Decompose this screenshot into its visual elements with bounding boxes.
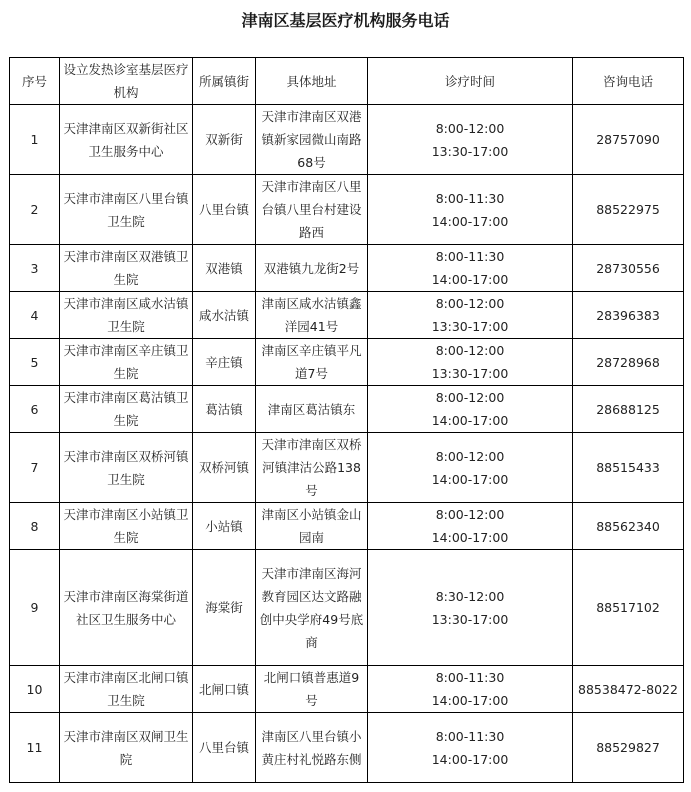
row-hours bbox=[368, 550, 573, 666]
row-phone: 28757090 bbox=[573, 105, 684, 175]
hours-pm: 13:30-17:00 bbox=[431, 611, 509, 627]
table-header-row bbox=[10, 58, 684, 105]
hours-pm: 14:00-17:00 bbox=[431, 213, 509, 229]
row-hours bbox=[368, 503, 573, 550]
hours-am: 8:00-11:30 bbox=[435, 670, 505, 685]
table-row bbox=[10, 105, 684, 175]
row-index: 4 bbox=[10, 292, 60, 339]
clinic-table bbox=[9, 57, 684, 783]
row-town: 八里台镇 bbox=[193, 175, 256, 245]
header-address: 具体地址 bbox=[256, 58, 368, 105]
row-address: 双港镇九龙街2号 bbox=[256, 245, 368, 292]
row-institution: 天津市津南区北闸口镇卫生院 bbox=[60, 666, 193, 713]
hours-am: 8:00-12:00 bbox=[435, 120, 505, 136]
row-institution: 天津市津南区小站镇卫生院 bbox=[60, 503, 193, 550]
row-hours bbox=[368, 666, 573, 713]
row-address: 津南区咸水沽镇鑫洋园41号 bbox=[256, 292, 368, 339]
hours-pm: 14:00-17:00 bbox=[431, 272, 509, 287]
row-phone: 88562340 bbox=[573, 503, 684, 550]
row-index: 9 bbox=[10, 550, 60, 666]
hours-am: 8:00-12:00 bbox=[435, 507, 505, 522]
table-row bbox=[10, 713, 684, 783]
row-phone: 88515433 bbox=[573, 433, 684, 503]
header-institution: 设立发热诊室基层医疗机构 bbox=[60, 58, 193, 105]
row-town: 小站镇 bbox=[193, 503, 256, 550]
hours-pm: 13:30-17:00 bbox=[431, 319, 509, 334]
hours-am: 8:00-11:30 bbox=[435, 249, 505, 264]
row-address: 天津市津南区海河教育园区达文路融创中央学府49号底商 bbox=[256, 550, 368, 666]
row-institution: 天津津南区双新街社区卫生服务中心 bbox=[60, 105, 193, 175]
row-index: 5 bbox=[10, 339, 60, 386]
page-title: 津南区基层医疗机构服务电话 bbox=[241, 11, 450, 30]
row-address: 津南区辛庄镇平凡道7号 bbox=[256, 339, 368, 386]
row-institution: 天津市津南区咸水沽镇卫生院 bbox=[60, 292, 193, 339]
row-hours bbox=[368, 245, 573, 292]
table-row bbox=[10, 503, 684, 550]
row-phone: 28728968 bbox=[573, 339, 684, 386]
hours-am: 8:00-12:00 bbox=[435, 296, 505, 311]
row-town: 咸水沽镇 bbox=[193, 292, 256, 339]
row-institution: 天津市津南区双桥河镇卫生院 bbox=[60, 433, 193, 503]
row-address: 天津市津南区八里台镇八里台村建设路西 bbox=[256, 175, 368, 245]
row-hours bbox=[368, 386, 573, 433]
row-phone: 88522975 bbox=[573, 175, 684, 245]
row-address: 北闸口镇普惠道9号 bbox=[256, 666, 368, 713]
row-address: 天津市津南区双港镇新家园微山南路68号 bbox=[256, 105, 368, 175]
row-index: 2 bbox=[10, 175, 60, 245]
table-row bbox=[10, 433, 684, 503]
hours-am: 8:00-12:00 bbox=[435, 448, 505, 464]
row-phone: 88517102 bbox=[573, 550, 684, 666]
row-institution: 天津市津南区双闸卫生院 bbox=[60, 713, 193, 783]
row-hours bbox=[368, 433, 573, 503]
hours-am: 8:00-11:30 bbox=[435, 728, 505, 744]
row-town: 双新街 bbox=[193, 105, 256, 175]
row-town: 双港镇 bbox=[193, 245, 256, 292]
row-institution: 天津市津南区八里台镇卫生院 bbox=[60, 175, 193, 245]
table-row bbox=[10, 550, 684, 666]
row-institution: 天津市津南区辛庄镇卫生院 bbox=[60, 339, 193, 386]
row-institution: 天津市津南区双港镇卫生院 bbox=[60, 245, 193, 292]
header-phone: 咨询电话 bbox=[573, 58, 684, 105]
row-town: 北闸口镇 bbox=[193, 666, 256, 713]
hours-am: 8:00-12:00 bbox=[435, 343, 505, 358]
hours-pm: 13:30-17:00 bbox=[431, 366, 509, 381]
row-index: 3 bbox=[10, 245, 60, 292]
table-row bbox=[10, 666, 684, 713]
hours-am: 8:00-12:00 bbox=[435, 390, 505, 405]
row-index: 7 bbox=[10, 433, 60, 503]
row-hours bbox=[368, 339, 573, 386]
row-index: 11 bbox=[10, 713, 60, 783]
row-town: 双桥河镇 bbox=[193, 433, 256, 503]
row-town: 辛庄镇 bbox=[193, 339, 256, 386]
table-row bbox=[10, 175, 684, 245]
row-address: 津南区八里台镇小黄庄村礼悦路东侧 bbox=[256, 713, 368, 783]
row-index: 10 bbox=[10, 666, 60, 713]
table-row bbox=[10, 386, 684, 433]
hours-pm: 13:30-17:00 bbox=[431, 143, 509, 159]
row-hours bbox=[368, 175, 573, 245]
row-hours bbox=[368, 713, 573, 783]
hours-pm: 14:00-17:00 bbox=[431, 413, 509, 428]
row-hours bbox=[368, 105, 573, 175]
row-index: 1 bbox=[10, 105, 60, 175]
hours-pm: 14:00-17:00 bbox=[431, 693, 509, 708]
hours-pm: 14:00-17:00 bbox=[431, 471, 509, 487]
row-phone: 88538472-8022 bbox=[573, 666, 684, 713]
hours-am: 8:30-12:00 bbox=[435, 588, 505, 604]
hours-pm: 14:00-17:00 bbox=[431, 751, 509, 767]
row-town: 八里台镇 bbox=[193, 713, 256, 783]
header-hours: 诊疗时间 bbox=[368, 58, 573, 105]
table-row bbox=[10, 245, 684, 292]
row-phone: 28396383 bbox=[573, 292, 684, 339]
row-phone: 28688125 bbox=[573, 386, 684, 433]
row-town: 海棠街 bbox=[193, 550, 256, 666]
row-phone: 28730556 bbox=[573, 245, 684, 292]
header-index: 序号 bbox=[10, 58, 60, 105]
row-phone: 88529827 bbox=[573, 713, 684, 783]
row-index: 8 bbox=[10, 503, 60, 550]
row-address: 津南区葛沽镇东 bbox=[256, 386, 368, 433]
hours-pm: 14:00-17:00 bbox=[431, 530, 509, 545]
row-index: 6 bbox=[10, 386, 60, 433]
row-institution: 天津市津南区海棠街道社区卫生服务中心 bbox=[60, 550, 193, 666]
row-town: 葛沽镇 bbox=[193, 386, 256, 433]
row-hours bbox=[368, 292, 573, 339]
hours-am: 8:00-11:30 bbox=[435, 190, 505, 206]
table-row bbox=[10, 339, 684, 386]
table-row bbox=[10, 292, 684, 339]
header-town: 所属镇街 bbox=[193, 58, 256, 105]
row-address: 津南区小站镇金山园南 bbox=[256, 503, 368, 550]
row-institution: 天津市津南区葛沽镇卫生院 bbox=[60, 386, 193, 433]
row-address: 天津市津南区双桥河镇津沽公路138号 bbox=[256, 433, 368, 503]
